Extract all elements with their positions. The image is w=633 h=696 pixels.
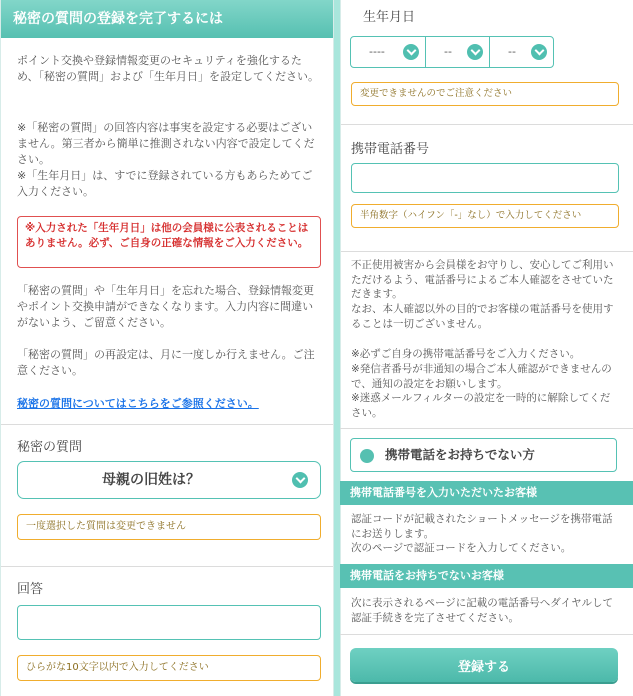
section-header-without-phone: 携帯電話をお持ちでないお客様: [340, 564, 633, 588]
register-button[interactable]: 登録する: [350, 648, 618, 682]
chevron-down-icon: [403, 44, 419, 60]
divider: [340, 428, 633, 429]
divider: [1, 424, 333, 425]
reset-limit-note: 「秘密の質問」の再設定は、月に一度しか行えません。ご注意ください。: [17, 348, 315, 377]
phone-bullet: ※必ずご自身の携帯電話番号をご入力ください。: [351, 348, 581, 360]
chevron-down-icon: [292, 472, 308, 488]
phone-note: 半角数字（ハイフン「-」なし）で入力してください: [351, 204, 619, 228]
radio-circle-icon: [360, 449, 374, 463]
birth-month-value: --: [444, 45, 452, 58]
section-header-with-phone: 携帯電話番号を入力いただいたお客様: [340, 481, 633, 505]
birth-day-value: --: [508, 45, 516, 58]
secret-question-select[interactable]: [17, 461, 321, 499]
divider: [340, 634, 633, 635]
answer-label: 回答: [17, 582, 44, 597]
chevron-down-icon: [467, 44, 483, 60]
phone-label: 携帯電話番号: [351, 142, 430, 157]
forget-warning: 「秘密の質問」や「生年月日」を忘れた場合、登録情報変更やポイント交換申請ができなくなります。入力内容に間違いがないよう、ご留意ください。: [17, 284, 314, 329]
birth-year-value: ----: [369, 45, 385, 58]
divider: [1, 566, 333, 567]
page-title: 秘密の質問の登録を完了するには: [1, 0, 333, 38]
secret-question-value: 母親の旧姓は？: [102, 472, 200, 488]
birthdate-label: 生年月日: [363, 10, 416, 25]
answer-note: ひらがな10文字以内で入力してください: [17, 655, 321, 681]
phone-input[interactable]: [351, 163, 619, 193]
secret-question-note: 一度選択した質問は変更できません: [17, 514, 321, 540]
divider: [341, 251, 633, 252]
birthdate-note: 変更できませんのでご注意ください: [351, 82, 619, 106]
birth-month-select[interactable]: [425, 36, 490, 68]
secret-question-help-link[interactable]: 秘密の質問についてはこちらをご参照ください。: [17, 397, 259, 410]
phone-info-text: 不正使用被害から会員様をお守りし、安心してご利用いただけるよう、電話番号によるご本人確認をさせていただきます。: [351, 259, 614, 300]
section-with-phone-text: 次のページで認証コードを入力してください。: [351, 542, 572, 554]
secret-question-caution: ※「秘密の質問」の回答内容は事実を設定する必要はございません。第三者から簡単に推測されない内容で設定してください。: [17, 121, 315, 166]
phone-bullet: ※発信者番号が非通知の場合ご本人確認ができませんので、通知の設定をお願いします。: [351, 363, 612, 390]
no-phone-label: 携帯電話をお持ちでない方: [385, 447, 535, 462]
phone-bullet: ※迷惑メールフィルターの設定を一時的に解除してください。: [351, 392, 611, 419]
section-with-phone-text: 認証コードが記載されたショートメッセージを携帯電話にお送りします。: [351, 513, 613, 540]
answer-input[interactable]: [17, 605, 321, 640]
no-phone-radio[interactable]: [350, 438, 617, 472]
secret-question-label: 秘密の質問: [17, 440, 83, 455]
phone-usage-text: なお、本人確認以外の目的でお客様の電話番号を使用することは一切ございません。: [351, 303, 614, 330]
birth-day-select[interactable]: [489, 36, 554, 68]
privacy-alert: ※入力された「生年月日」は他の会員様に公表されることはありません。必ず、ご自身の正確な情報をご入力ください。: [17, 216, 321, 268]
chevron-down-icon: [531, 44, 547, 60]
birth-year-select[interactable]: [350, 36, 426, 68]
birthdate-caution: ※「生年月日」は、すでに登録されている方もあらためてご入力ください。: [17, 169, 313, 198]
intro-text: ポイント交換や登録情報変更のセキュリティを強化するため、「秘密の質問」および「生年月日」を設定してください。: [17, 54, 320, 83]
section-without-phone-text: 次に表示されるページに記載の電話番号へダイヤルして認証手続きを完了させてください。: [351, 597, 613, 624]
divider: [341, 124, 633, 125]
